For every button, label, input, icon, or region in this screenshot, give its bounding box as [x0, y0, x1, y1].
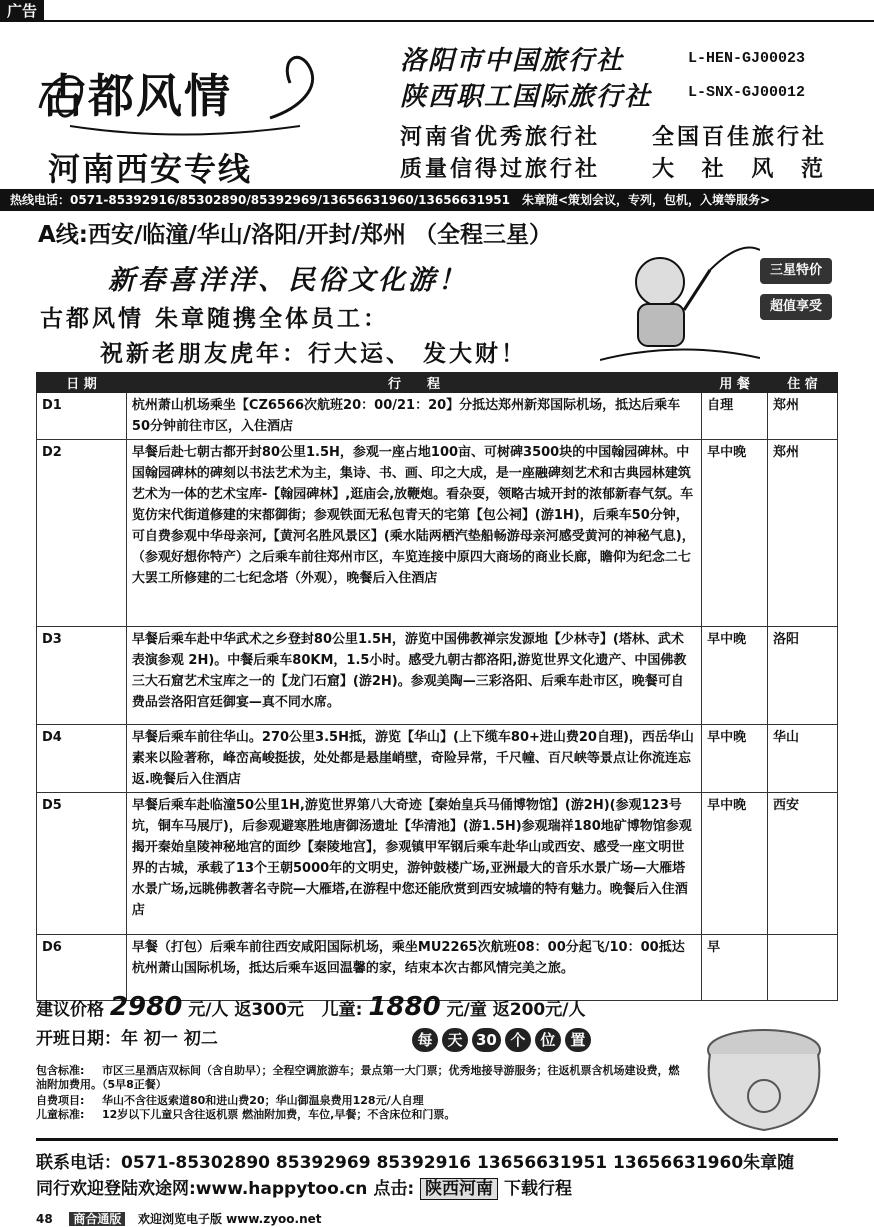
child-price-unit: 元/童 返200元/人: [446, 1000, 586, 1020]
seat-char: 每: [412, 1028, 438, 1052]
row-stay: 郑州: [768, 440, 838, 627]
row-day: D5: [37, 793, 127, 935]
badge-three-star: 三星特价: [760, 258, 832, 284]
row-stay: 洛阳: [768, 627, 838, 725]
row-detail: 早餐后乘车赴临潼50公里1H,游览世界第八大奇迹【秦始皇兵马俑博物馆】(游2H)(参观123号坑，铜车马展厅)，后参观避寒胜地唐御汤遗址【华清池】(游1.5H)参观瑞祥180地矿博物馆参观揭开秦始皇陵神秘地宫的面纱【秦陵地宫】，参观镇甲军钢后乘车赴华山或西安、感受一座文明世界的古城，承载了13个王朝5000年的文明史，游钟鼓楼广场,亚洲最大的音乐水景广场—大雁塔水景广场,远眺佛教著名寺院—大雁塔,在游程中您还能欣赏到西安城墙的特有魅力。晚餐后入住酒店: [126, 793, 701, 935]
standard-optional: [36, 1094, 686, 1108]
standard-value: 12岁以下儿童只含往返机票 燃油附加费，车位,早餐；不含床位和门票。: [102, 1108, 456, 1121]
page-number: 48: [36, 1212, 53, 1226]
website-line: [36, 1174, 572, 1199]
child-price: 1880: [368, 992, 441, 1022]
row-detail: 早餐（打包）后乘车前往西安咸阳国际机场，乘坐MU2265次航班08：00分起飞/10：00抵达杭州萧山国际机场，抵达后乘车返回温馨的家，结束本次古都风情完美之旅。: [126, 935, 701, 1001]
top-rule: [44, 20, 874, 22]
row-stay: 郑州: [768, 393, 838, 440]
row-meal: 早中晚: [702, 627, 768, 725]
hotline-bar: 热线电话：0571-85392916/85302890/85392969/13656631960/13656631951 朱章随<策划会议，专列，包机，入境等服务>: [0, 189, 874, 211]
child-label: 儿童:: [321, 1000, 363, 1020]
logo-title: 古都风情: [40, 69, 232, 123]
table-row: [37, 627, 838, 725]
seat-char: 位: [535, 1028, 561, 1052]
table-row: [37, 440, 838, 627]
row-day: D3: [37, 627, 127, 725]
standard-key: 自费项目:: [36, 1094, 85, 1107]
row-day: D6: [37, 935, 127, 1001]
ad-tag: 广告: [0, 0, 44, 22]
footer-text: 欢迎浏览电子版 www.zyoo.net: [137, 1212, 322, 1226]
seat-char: 置: [565, 1028, 591, 1052]
departure-dates: 开班日期：年 初一 初二: [36, 1029, 218, 1049]
table-row: [37, 935, 838, 1001]
row-day: D2: [37, 440, 127, 627]
row-day: D1: [37, 393, 127, 440]
header-day: 日 期: [37, 373, 127, 393]
agency-name-1: 洛阳市中国旅行社: [400, 46, 625, 76]
adult-price-unit: 元/人 返300元: [188, 1000, 304, 1020]
price-label: 建议价格: [36, 1000, 104, 1020]
download-label: 下载行程: [503, 1179, 572, 1199]
honor-2: 全国百佳旅行社: [652, 125, 828, 150]
footer: [36, 1210, 321, 1227]
row-meal: 早中晚: [702, 440, 768, 627]
header-stay: 住 宿: [768, 373, 838, 393]
honor-1: 河南省优秀旅行社: [400, 125, 601, 150]
seat-char: 30: [472, 1028, 501, 1052]
row-detail: 早餐后乘车赴中华武术之乡登封80公里1.5H，游览中国佛教禅宗发源地【少林寺】(塔林、武术表演参观 2H)。中餐后乘车80KM，1.5小时。感受九朝古都洛阳,游览世界文化遗产、中国佛教三大石窟艺术宝库之一的【龙门石窟】(游2H)。参观美陶—三彩洛阳、后乘车赴市区，晚餐可自费品尝洛阳宫廷御宴—真不同水席。: [126, 627, 701, 725]
honor-3: 质量信得过旅行社: [400, 157, 601, 182]
seats-badge: [412, 1028, 591, 1052]
table-row: [37, 725, 838, 793]
route-a-title: A线:西安/临潼/华山/洛阳/开封/郑州 （全程三星）: [38, 222, 553, 248]
contact-phones: 联系电话：0571-85302890 85392969 85392916 13656631951 13656631960朱章随: [36, 1153, 795, 1173]
standard-value: 市区三星酒店双标间（含自助早）；全程空调旅游车；景点第一大门票；优秀地接导游服务；往返机票含机场建设费，燃油附加费用。（5早8正餐）: [36, 1064, 680, 1091]
agency-name-2: 陕西职工国际旅行社: [400, 82, 653, 112]
row-detail: 早餐后赴七朝古都开封80公里1.5H，参观一座占地100亩、可树碑3500块的中国翰园碑林。中国翰园碑林的碑刻以书法艺术为主，集诗、书、画、印之大成，是一座融碑刻艺术和古典园林建筑艺术为一体的艺术宝库-【翰园碑林】,逛庙会,放鞭炮。看杂耍，领略古城开封的浓郁新春气氛。车览仿宋代街道修建的宋都御街；参观铁面无私包青天的宅第【包公祠】(游1H)，后乘车50分钟，可自费参观中华母亲河,【黄河名胜风景区】(乘水陆两栖汽垫船畅游母亲河感受黄河的神秘气息)，（参观好想你特产）之后乘车前往郑州市区，车览连接中原四大商场的商业长廊，瞻仰为纪念二七大罢工所修建的二七纪念塔（外观），晚餐后入住酒店: [126, 440, 701, 627]
standard-key: 儿童标准:: [36, 1108, 85, 1121]
standard-included: [36, 1064, 686, 1092]
table-row: [37, 393, 838, 440]
row-meal: 早中晚: [702, 793, 768, 935]
header-meal: 用 餐: [702, 373, 768, 393]
footer-box: 商合通版: [69, 1212, 125, 1226]
agency-license-1: L-HEN-GJ00023: [688, 50, 806, 67]
row-detail: 杭州萧山机场乘坐【CZ6566次航班20：00/21：20】分抵达郑州新郑国际机场，抵达后乘车50分钟前往市区，入住酒店: [126, 393, 701, 440]
badge-value: 超值享受: [760, 294, 832, 320]
website-text: 同行欢迎登陆欢途网:www.happytoo.cn 点击:: [36, 1179, 415, 1199]
honor-4: 大 社 风 范: [652, 157, 833, 182]
seat-char: 个: [505, 1028, 531, 1052]
new-year-wish: 祝新老朋友虎年：行大运、 发大财！: [100, 341, 528, 367]
row-day: D4: [37, 725, 127, 793]
row-stay: 西安: [768, 793, 838, 935]
row-stay: 华山: [768, 725, 838, 793]
standard-key: 包含标准:: [36, 1064, 85, 1077]
standard-child: [36, 1108, 686, 1122]
money-pot-icon: [690, 1010, 838, 1138]
route-subtitle: 河南西安专线: [48, 150, 253, 188]
row-stay: [768, 935, 838, 1001]
row-meal: 自理: [702, 393, 768, 440]
price-line: [36, 992, 585, 1022]
seat-char: 天: [442, 1028, 468, 1052]
row-meal: 早中晚: [702, 725, 768, 793]
bottom-rule: [36, 1138, 838, 1141]
child-mascot-icon: [600, 240, 760, 365]
staff-greeting: 古都风情 朱章随携全体员工：: [40, 306, 390, 332]
agency-license-2: L-SNX-GJ00012: [688, 84, 806, 101]
table-row: [37, 793, 838, 935]
row-meal: 早: [702, 935, 768, 1001]
download-button[interactable]: 陕西河南: [420, 1178, 498, 1200]
adult-price: 2980: [109, 992, 183, 1022]
row-detail: 早餐后乘车前往华山。270公里3.5H抵，游览【华山】(上下缆车80+进山费20自理)，西岳华山素来以险著称，峰峦高峻挺拔，处处都是悬崖峭壁，奇险异常，千尺幢、百尺峡等景点让你流连忘返.晚餐后入住酒店: [126, 725, 701, 793]
itinerary-table: [36, 372, 838, 1001]
standard-value: 华山不含往返索道80和进山费20；华山御温泉费用128元/人自理: [102, 1094, 424, 1107]
new-year-slogan: 新春喜洋洋、民俗文化游！: [108, 265, 468, 296]
header-itinerary: 行 程: [126, 373, 701, 393]
